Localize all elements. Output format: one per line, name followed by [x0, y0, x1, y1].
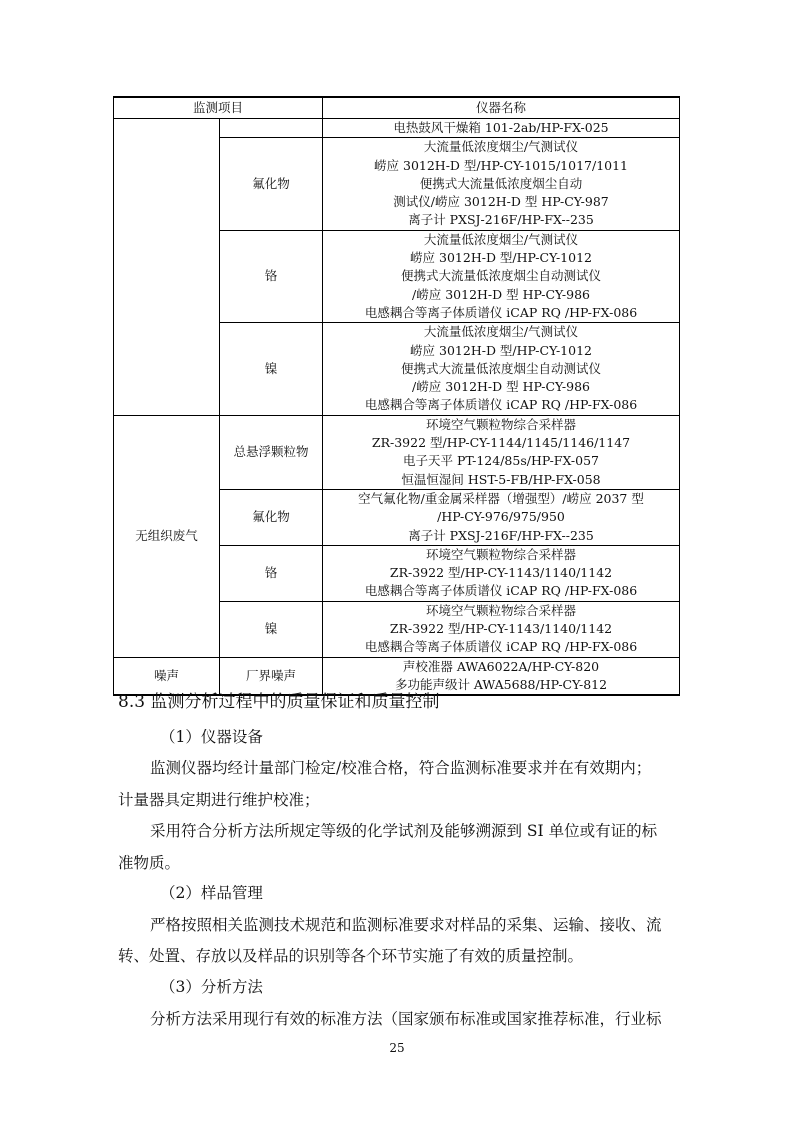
instrument-line: 便携式大流量低浓度烟尘自动测试仪	[401, 268, 602, 284]
instrument-line: 电感耦合等离子体质谱仪 iCAP RQ /HP-FX-086	[364, 583, 638, 599]
instrument-line: /HP-CY-976/975/950	[437, 509, 565, 525]
instrument-line: 空气氟化物/重金属采样器（增强型）/崂应 2037 型	[358, 490, 644, 506]
instrument-line: 崂应 3012H-D 型/HP-CY-1012	[410, 250, 592, 266]
table-row	[114, 119, 680, 138]
sub-item-cell: 总悬浮颗粒物	[220, 415, 323, 489]
section-heading: 8.3 监测分析过程中的质量保证和质量控制	[118, 692, 440, 712]
instrument-line: ZR-3922 型/HP-CY-1143/1140/1142	[389, 621, 613, 637]
subheading-instruments: （1）仪器设备	[160, 728, 263, 746]
group-cell-organized	[114, 119, 220, 416]
instrument-line: 多功能声级计 AWA5688/HP-CY-812	[394, 676, 608, 692]
instrument-line: 恒温恒湿间 HST-5-FB/HP-FX-058	[401, 471, 601, 487]
sub-item-cell: 氟化物	[220, 489, 323, 545]
header-monitoring-item: 监测项目	[114, 97, 323, 119]
instrument-line: 便携式大流量低浓度烟尘自动	[419, 175, 583, 191]
paragraph-line: 分析方法采用现行有效的标准方法（国家颁布标准或国家推荐标准，行业标	[150, 1010, 662, 1028]
instrument-line: 环境空气颗粒物综合采样器	[426, 546, 577, 562]
instrument-line: 声校准器 AWA6022A/HP-CY-820	[402, 658, 600, 674]
paragraph-line: 转、处置、存放以及样品的识别等各个环节实施了有效的质量控制。	[118, 947, 584, 965]
instrument-line: 大流量低浓度烟尘/气测试仪	[423, 139, 579, 155]
instrument-cell	[323, 415, 680, 489]
instrument-line: ZR-3922 型/HP-CY-1144/1145/1146/1147	[371, 435, 631, 451]
instrument-line: /崂应 3012H-D 型 HP-CY-986	[412, 379, 590, 395]
instrument-cell	[323, 545, 680, 601]
sub-item-cell: 氟化物	[220, 138, 323, 230]
sub-item-cell: 厂界噪声	[220, 657, 323, 695]
instrument-line: 大流量低浓度烟尘/气测试仪	[423, 231, 579, 247]
instrument-cell	[323, 323, 680, 415]
instrument-line: 测试仪/崂应 3012H-D 型 HP-CY-987	[393, 194, 609, 210]
table-row	[114, 415, 680, 489]
instrument-cell	[323, 138, 680, 230]
group-cell-fugitive-gas: 无组织废气	[114, 415, 220, 657]
instrument-line: ZR-3922 型/HP-CY-1143/1140/1142	[389, 565, 613, 581]
page-number: 25	[389, 1041, 405, 1055]
instrument-line: 电子天平 PT-124/85s/HP-FX-057	[403, 453, 600, 469]
paragraph-line: 计量器具定期进行维护校准；	[118, 791, 320, 809]
sub-item-cell: 镍	[220, 323, 323, 415]
subheading-analysis-methods: （3）分析方法	[160, 978, 263, 996]
instrument-cell	[323, 489, 680, 545]
sub-item-cell	[220, 119, 323, 138]
instrument-line: 环境空气颗粒物综合采样器	[426, 602, 577, 618]
instrument-line: 离子计 PXSJ-216F/HP-FX--235	[408, 527, 594, 543]
instrument-line: 崂应 3012H-D 型/HP-CY-1012	[410, 342, 592, 358]
header-instrument-name: 仪器名称	[323, 97, 680, 119]
paragraph-line: 准物质。	[118, 854, 181, 872]
instrument-line: 离子计 PXSJ-216F/HP-FX--235	[408, 212, 594, 228]
instrument-line: 电热鼓风干燥箱 101-2ab/HP-FX-025	[393, 120, 609, 135]
instrument-line: 电感耦合等离子体质谱仪 iCAP RQ /HP-FX-086	[364, 639, 638, 655]
group-cell-noise: 噪声	[114, 657, 220, 695]
instrument-line: /崂应 3012H-D 型 HP-CY-986	[412, 286, 590, 302]
instrument-line: 大流量低浓度烟尘/气测试仪	[423, 324, 579, 340]
table-header-row	[114, 97, 680, 119]
paragraph-line: 监测仪器均经计量部门检定/校准合格，符合监测标准要求并在有效期内；	[150, 759, 652, 777]
paragraph-line: 严格按照相关监测技术规范和监测标准要求对样品的采集、运输、接收、流	[150, 916, 662, 934]
paragraph-line: 采用符合分析方法所规定等级的化学试剂及能够溯源到 SI 单位或有证的标	[150, 822, 658, 840]
subheading-sample-management: （2）样品管理	[160, 884, 263, 902]
instrument-line: 环境空气颗粒物综合采样器	[426, 416, 577, 432]
sub-item-cell: 铬	[220, 545, 323, 601]
sub-item-cell: 铬	[220, 230, 323, 322]
instrument-line: 崂应 3012H-D 型/HP-CY-1015/1017/1011	[374, 157, 629, 173]
instrument-cell	[323, 230, 680, 322]
instrument-line: 电感耦合等离子体质谱仪 iCAP RQ /HP-FX-086	[364, 304, 638, 320]
instrument-line: 便携式大流量低浓度烟尘自动测试仪	[401, 360, 602, 376]
instrument-cell	[323, 119, 680, 138]
instrument-cell	[323, 601, 680, 657]
sub-item-cell: 镍	[220, 601, 323, 657]
instrument-table	[113, 96, 680, 696]
instrument-line: 电感耦合等离子体质谱仪 iCAP RQ /HP-FX-086	[364, 397, 638, 413]
